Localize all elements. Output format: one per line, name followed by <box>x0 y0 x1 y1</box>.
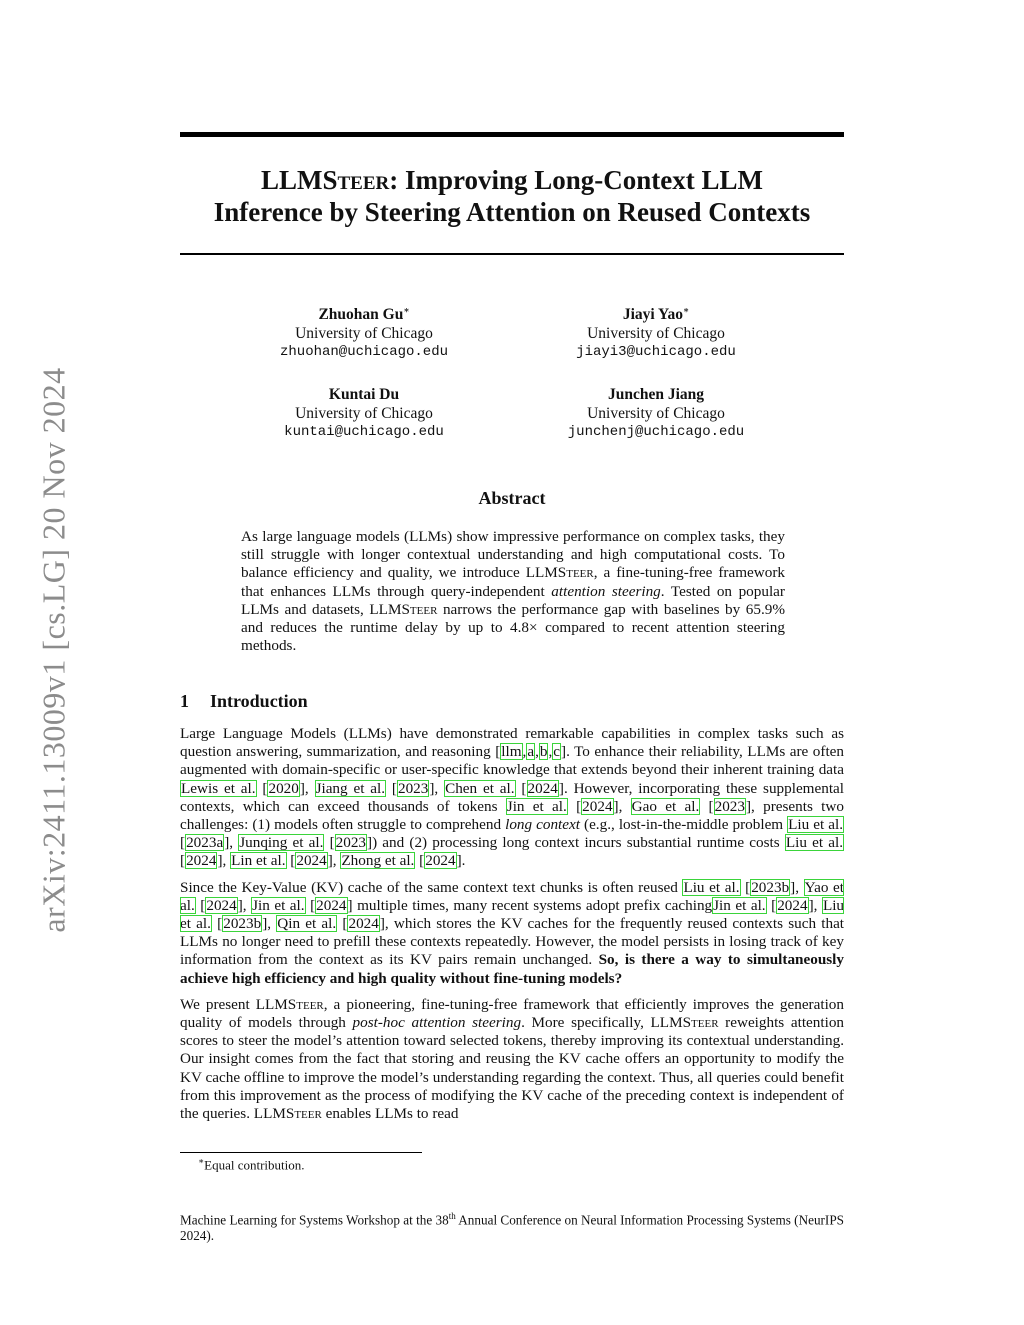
citation-link[interactable]: 2024 <box>206 896 237 914</box>
citation-link[interactable]: 2023a <box>186 834 224 852</box>
citation-link[interactable]: b <box>539 743 548 761</box>
citation-link[interactable]: Liu et al. <box>788 816 844 834</box>
citation-link[interactable]: 2023b <box>223 915 262 933</box>
author-block <box>506 385 806 442</box>
author-name: Jiayi Yao∗ <box>622 305 690 324</box>
author-email: junchenj@uchicago.edu <box>567 424 745 440</box>
citation-link[interactable]: a <box>527 743 535 761</box>
abstract-text: As large language models (LLMs) show impressive performance on complex tasks, they still struggle with longer contextual understanding and high computational costs. To balance efficiency and quality, we introduce LLMSteer, a fine-tuning-free framework that enhances LLMs through query-independent attention steering. Tested on popular LLMs and datasets, LLMSteer narrows the performance gap with baselines by 65.9% and reduces the runtime delay by up to 4.8× compared to recent attention steering methods. <box>241 528 785 655</box>
section-heading: 1 Introduction <box>180 691 308 711</box>
author-email: zhuohan@uchicago.edu <box>279 344 449 361</box>
citation-link[interactable]: 2024 <box>316 896 347 914</box>
citation-link[interactable]: Gao et al. <box>631 797 700 815</box>
author-block <box>506 301 806 362</box>
citation-link[interactable]: Lewis et al. <box>181 779 256 797</box>
citation-link[interactable]: Junqing et al. <box>239 834 324 852</box>
citation-link[interactable]: 2023 <box>714 797 745 815</box>
author-name: Kuntai Du <box>328 386 400 403</box>
abstract-heading: Abstract <box>478 488 546 508</box>
citation-link[interactable]: Zhong et al. <box>341 852 415 870</box>
citation-link[interactable]: Liu et al. <box>683 878 740 896</box>
citation-link[interactable]: Jin et al. <box>506 797 567 815</box>
title-rule-top <box>180 132 844 137</box>
paragraph-3: We present LLMSteer, a pioneering, fine-tuning-free framework that efficiently improves the generation quality of models through post-hoc attention steering. More specifically, LLMSteer reweights attention scores to steer the model’s attention toward selected tokens, thereby improving its contextual understanding. Our insight comes from the fact that storing and reusing the KV cache offers an opportunity to modify the KV cache offline to improve the model’s understanding regarding the context. Thus, all queries could benefit from this improvement as the process of modifying the KV cache of the preceding context is independent of the queries. LLMSteer enables LLMs to read <box>180 995 845 1123</box>
title-rule-bottom <box>180 253 844 255</box>
citation-link[interactable]: Jiang et al. <box>315 779 386 797</box>
author-block <box>214 301 514 362</box>
author-block <box>214 385 514 442</box>
venue-note: Machine Learning for Systems Workshop at the 38th Annual Conference on Neural Information Processing Systems (NeurIPS 2024). <box>180 1211 844 1244</box>
citation-link[interactable]: 2024 <box>582 797 613 815</box>
paragraph-1: Large Language Models (LLMs) have demonstrated remarkable capabilities in complex tasks such as question answering, summarization, and reasoning [llm,a,b,c]. To enhance their reliability, LLMs are often augmented with domain-specific or user-specific knowledge that extends beyond their inherent training data Lewis et al. [2020], Jiang et al. [2023], Chen et al. [2024]. However, incorporating these supplemental contexts, which can exceed thousands of tokens Jin et al. [2024], Gao et al. [2023], presents two challenges: (1) models often struggle to comprehend long context (e.g., lost-in-the-middle problem Liu et al. [2023a], Junqing et al. [2023]) and (2) processing long context incurs substantial runtime costs Liu et al. [2024], Lin et al. [2024], Zhong et al. [2024]. <box>180 725 845 870</box>
citation-link[interactable]: c <box>553 743 560 761</box>
citation-link[interactable]: Liu et al. <box>180 896 845 933</box>
author-affiliation: University of Chicago <box>587 325 725 343</box>
citation-link[interactable]: 2024 <box>348 915 379 933</box>
footnote: ∗Equal contribution. <box>198 1156 305 1173</box>
citation-link[interactable]: Jin et al. <box>252 896 305 914</box>
author-affiliation: University of Chicago <box>587 405 725 422</box>
citation-link[interactable]: 2024 <box>296 852 327 870</box>
citation-link[interactable]: Chen et al. <box>445 779 515 797</box>
paragraph-2: Since the Key-Value (KV) cache of the same context text chunks is often reused Liu et al. [2023b], Yao et al. [2024], Jin et al. [2024] multiple times, many recent systems adopt prefix cachingJin et al. [2024], Liu et al. [2023b], Qin et al. [2024], which stores the KV caches for the frequently reused contexts such that LLMs no longer need to prefill these contexts repeatedly. However, the model persists in losing track of key information from the context as its KV pairs remain unchanged. So, is there a way to simultaneously achieve high efficiency and high quality without fine-tuning models? <box>180 878 845 987</box>
footnote-rule <box>180 1152 422 1153</box>
paper-title: LLMSteer: Improving Long-Context LLM Inference by Steering Attention on Reused Contexts <box>213 165 811 227</box>
citation-link[interactable]: Qin et al. <box>277 915 337 933</box>
author-affiliation: University of Chicago <box>295 405 433 422</box>
citation-link[interactable]: Yao et al. <box>180 878 845 914</box>
citation-link[interactable]: 2024 <box>777 896 808 914</box>
author-email: kuntai@uchicago.edu <box>284 424 444 440</box>
author-affiliation: University of Chicago <box>295 325 433 343</box>
body-text <box>180 725 844 1131</box>
author-email: jiayi3@uchicago.edu <box>576 344 736 361</box>
author-name: Zhuohan Gu∗ <box>318 305 410 324</box>
citation-link[interactable]: llm <box>501 743 522 761</box>
citation-link[interactable]: 2023b <box>751 878 790 896</box>
citation-link[interactable]: 2023 <box>397 779 429 797</box>
citation-link[interactable]: Liu et al. <box>785 834 843 852</box>
citation-link[interactable]: 2020 <box>268 779 299 797</box>
arxiv-id: arXiv:2411.13009v1 [cs.LG] 20 Nov 2024 <box>35 367 72 933</box>
citation-link[interactable]: 2024 <box>425 852 456 870</box>
citation-link[interactable]: 2023 <box>335 834 366 852</box>
citation-link[interactable]: 2024 <box>186 852 217 870</box>
citation-link[interactable]: Lin et al. <box>231 852 286 870</box>
citation-link[interactable]: Jin et al. <box>713 896 766 914</box>
citation-link[interactable]: 2024 <box>527 779 558 797</box>
author-name: Junchen Jiang <box>607 386 705 403</box>
